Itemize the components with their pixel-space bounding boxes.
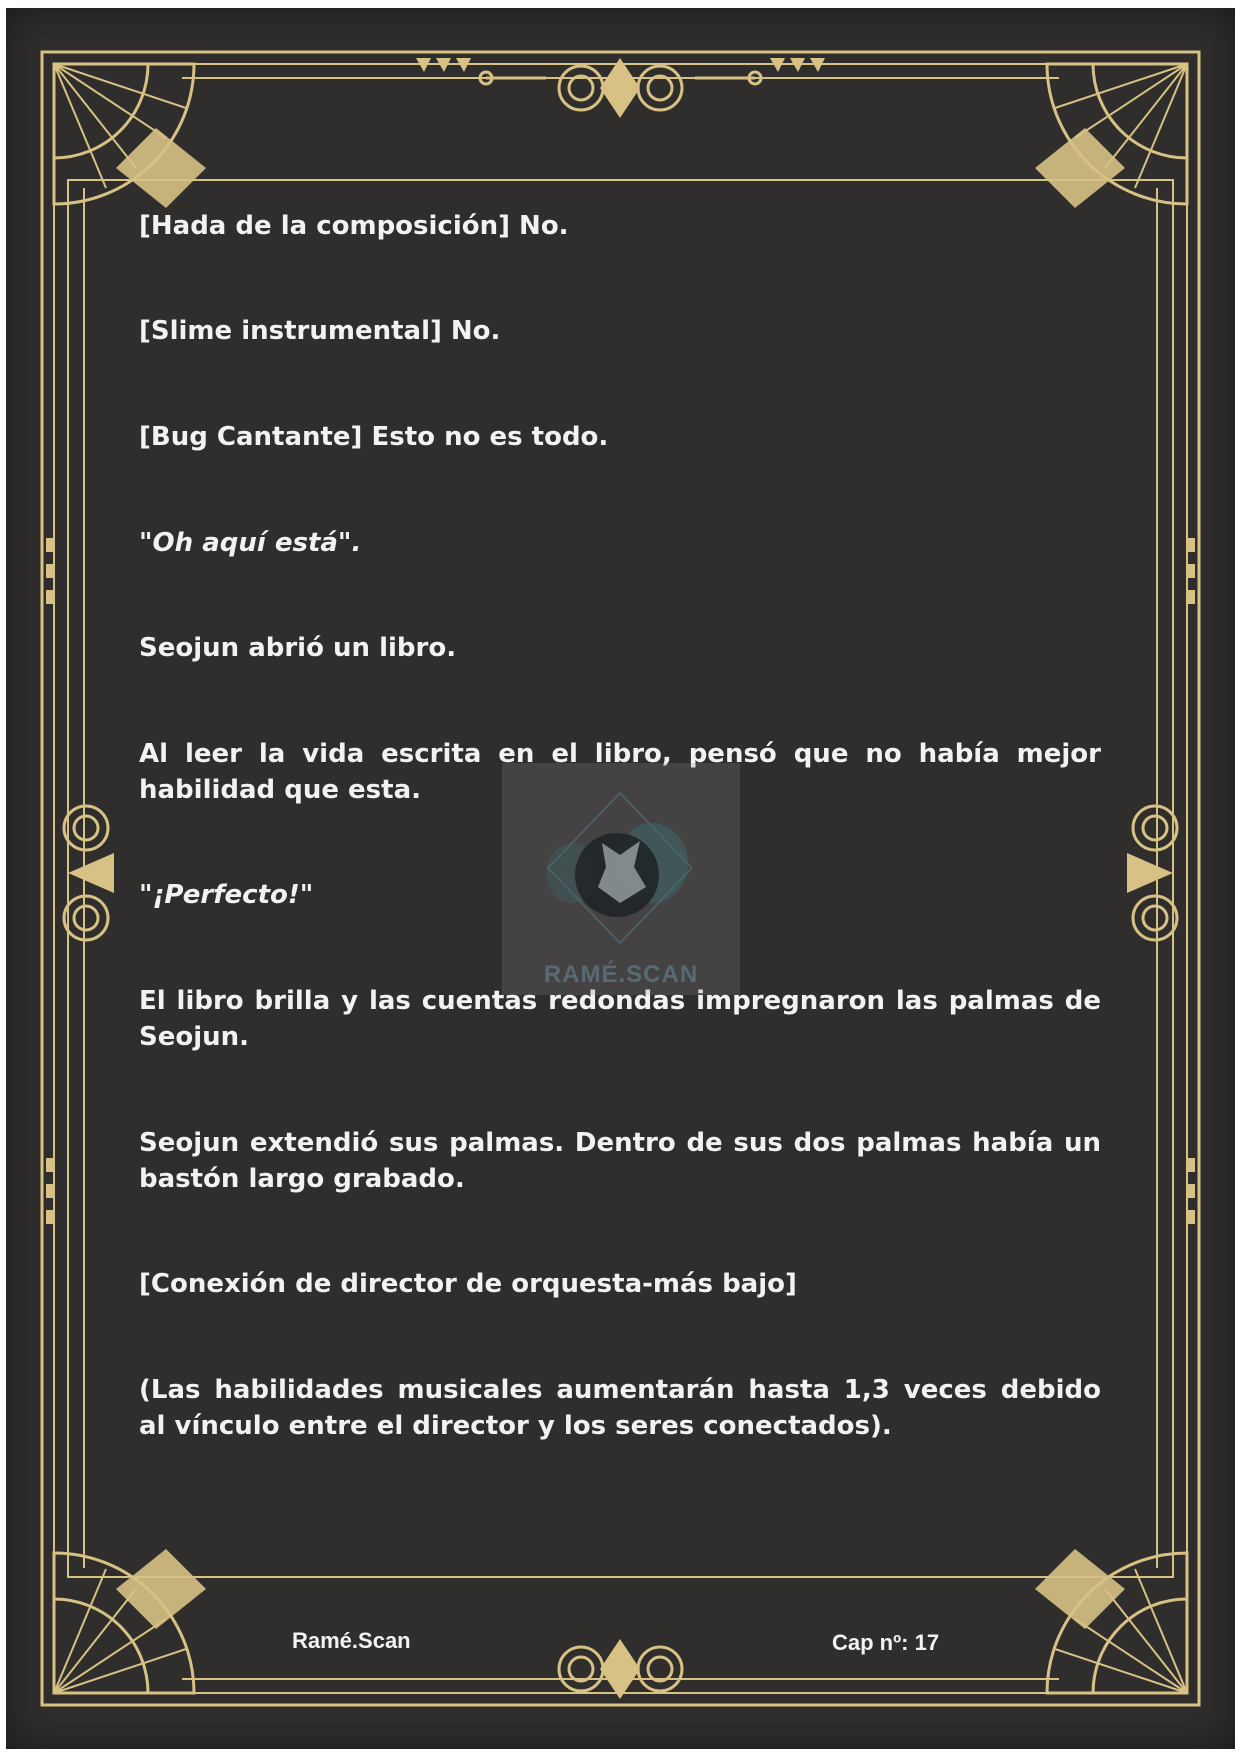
paragraph: "¡Perfecto!" bbox=[139, 880, 314, 910]
watermark bbox=[502, 763, 740, 995]
paragraph: (Las habilidades musicales aumentarán hasta 1,3 veces debido al vínculo entre el director y los seres conectados). bbox=[139, 1375, 1101, 1441]
paragraph: [Hada de la composición] No. bbox=[139, 211, 569, 241]
paragraph: Seojun abrió un libro. bbox=[139, 633, 457, 663]
paragraph: [Bug Cantante] Esto no es todo. bbox=[139, 422, 609, 452]
paragraph: Seojun extendió sus palmas. Dentro de sus dos palmas había un bastón largo grabado. bbox=[139, 1128, 1101, 1194]
footer-scan-name: Ramé.Scan bbox=[292, 1628, 411, 1653]
watermark-text: RAMÉ.SCAN bbox=[543, 961, 699, 988]
footer-chapter-number: Cap nº: 17 bbox=[832, 1630, 940, 1655]
paragraph: [Slime instrumental] No. bbox=[139, 316, 501, 346]
paragraph: El libro brilla y las cuentas redondas impregnaron las palmas de Seojun. bbox=[139, 986, 1101, 1052]
page bbox=[6, 8, 1235, 1749]
paragraph: Al leer la vida escrita en el libro, pensó que no había mejor habilidad que esta. bbox=[139, 739, 1101, 805]
paragraph: "Oh aquí está". bbox=[139, 528, 362, 558]
paragraph: [Conexión de director de orquesta-más bajo] bbox=[139, 1269, 797, 1299]
wolf-logo-icon bbox=[502, 763, 740, 963]
